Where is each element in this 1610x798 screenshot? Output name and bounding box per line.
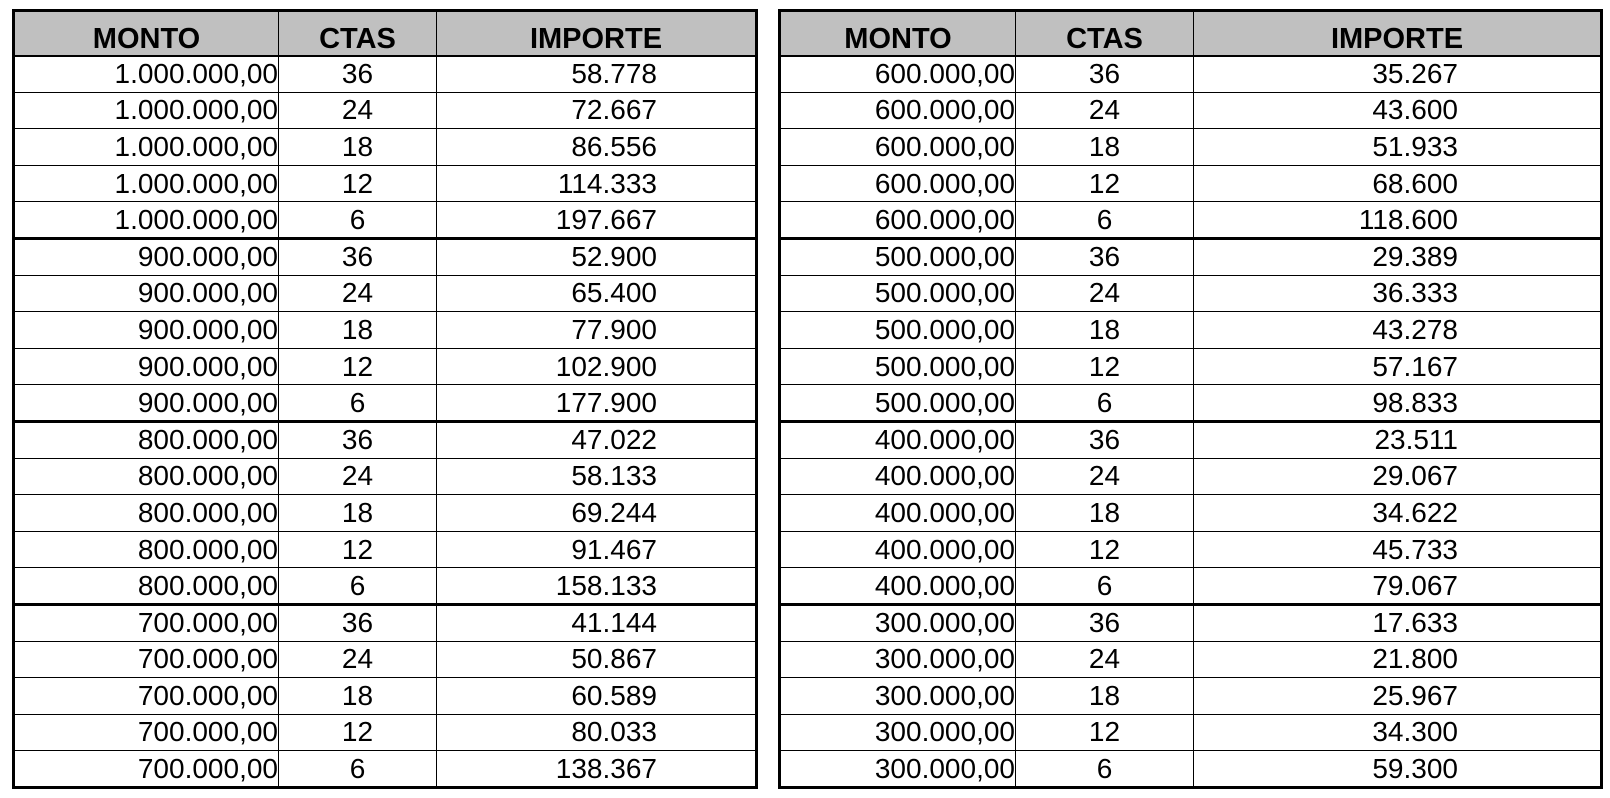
table-row: [14, 92, 757, 129]
ctas-cell: 24: [279, 92, 437, 129]
monto-cell: 1.000.000,00: [14, 165, 279, 202]
table-header-row: [780, 11, 1602, 56]
ctas-cell: 12: [1016, 165, 1194, 202]
importe-cell: 57.167: [1194, 348, 1602, 385]
table-row: [780, 714, 1602, 751]
ctas-cell: 24: [1016, 275, 1194, 312]
importe-cell: 102.900: [437, 348, 757, 385]
monto-cell: 400.000,00: [780, 531, 1016, 568]
importe-cell: 43.600: [1194, 92, 1602, 129]
importe-cell: 17.633: [1194, 604, 1602, 641]
monto-cell: 300.000,00: [780, 604, 1016, 641]
importe-cell: 45.733: [1194, 531, 1602, 568]
monto-cell: 800.000,00: [14, 421, 279, 458]
importe-cell: 43.278: [1194, 312, 1602, 349]
ctas-cell: 36: [279, 604, 437, 641]
table-row: [780, 568, 1602, 605]
ctas-cell: 24: [279, 275, 437, 312]
table-row: [780, 641, 1602, 678]
importe-cell: 41.144: [437, 604, 757, 641]
monto-cell: 700.000,00: [14, 714, 279, 751]
table-row: [14, 604, 757, 641]
importe-cell: 23.511: [1194, 421, 1602, 458]
ctas-column-header: CTAS: [1016, 11, 1194, 56]
monto-cell: 800.000,00: [14, 568, 279, 605]
importe-cell: 52.900: [437, 238, 757, 275]
ctas-cell: 24: [279, 458, 437, 495]
importe-cell: 50.867: [437, 641, 757, 678]
importe-cell: 68.600: [1194, 165, 1602, 202]
ctas-cell: 12: [1016, 348, 1194, 385]
ctas-cell: 6: [1016, 202, 1194, 239]
ctas-cell: 6: [1016, 568, 1194, 605]
importe-cell: 69.244: [437, 495, 757, 532]
ctas-cell: 24: [1016, 458, 1194, 495]
importe-cell: 72.667: [437, 92, 757, 129]
table-row: [14, 275, 757, 312]
importe-cell: 29.389: [1194, 238, 1602, 275]
table-row: [14, 495, 757, 532]
ctas-cell: 6: [1016, 385, 1194, 422]
table-row: [14, 385, 757, 422]
monto-column-header: MONTO: [780, 11, 1016, 56]
table-row: [14, 238, 757, 275]
monto-cell: 900.000,00: [14, 312, 279, 349]
importe-cell: 177.900: [437, 385, 757, 422]
ctas-cell: 6: [1016, 751, 1194, 788]
ctas-cell: 24: [1016, 641, 1194, 678]
table-body-right: [780, 56, 1602, 788]
ctas-cell: 18: [1016, 129, 1194, 166]
table-row: [14, 202, 757, 239]
ctas-cell: 36: [1016, 56, 1194, 93]
ctas-cell: 24: [279, 641, 437, 678]
importe-cell: 35.267: [1194, 56, 1602, 93]
table-row: [14, 348, 757, 385]
monto-cell: 900.000,00: [14, 348, 279, 385]
importe-cell: 114.333: [437, 165, 757, 202]
table-row: [14, 641, 757, 678]
monto-cell: 300.000,00: [780, 641, 1016, 678]
table-row: [780, 165, 1602, 202]
monto-cell: 600.000,00: [780, 165, 1016, 202]
monto-cell: 700.000,00: [14, 678, 279, 715]
table-row: [780, 202, 1602, 239]
importe-cell: 118.600: [1194, 202, 1602, 239]
table-row: [14, 531, 757, 568]
ctas-cell: 12: [279, 165, 437, 202]
ctas-cell: 36: [1016, 604, 1194, 641]
importe-cell: 58.133: [437, 458, 757, 495]
importe-cell: 80.033: [437, 714, 757, 751]
ctas-cell: 18: [279, 312, 437, 349]
monto-cell: 800.000,00: [14, 531, 279, 568]
ctas-cell: 18: [1016, 678, 1194, 715]
ctas-cell: 12: [1016, 531, 1194, 568]
monto-cell: 600.000,00: [780, 202, 1016, 239]
table-row: [780, 604, 1602, 641]
importe-cell: 36.333: [1194, 275, 1602, 312]
table-row: [780, 129, 1602, 166]
monto-cell: 400.000,00: [780, 568, 1016, 605]
table-row: [780, 56, 1602, 93]
monto-cell: 400.000,00: [780, 458, 1016, 495]
importe-cell: 47.022: [437, 421, 757, 458]
ctas-cell: 6: [279, 385, 437, 422]
importe-cell: 86.556: [437, 129, 757, 166]
monto-cell: 300.000,00: [780, 751, 1016, 788]
importe-cell: 51.933: [1194, 129, 1602, 166]
table-row: [780, 275, 1602, 312]
table-row: [780, 312, 1602, 349]
ctas-cell: 36: [279, 421, 437, 458]
table-row: [14, 568, 757, 605]
ctas-cell: 18: [1016, 495, 1194, 532]
importe-cell: 34.300: [1194, 714, 1602, 751]
ctas-cell: 18: [279, 495, 437, 532]
table-row: [14, 458, 757, 495]
importe-cell: 98.833: [1194, 385, 1602, 422]
monto-cell: 1.000.000,00: [14, 92, 279, 129]
table-row: [14, 312, 757, 349]
importe-cell: 138.367: [437, 751, 757, 788]
importe-cell: 25.967: [1194, 678, 1602, 715]
ctas-cell: 18: [1016, 312, 1194, 349]
importe-cell: 60.589: [437, 678, 757, 715]
importe-cell: 34.622: [1194, 495, 1602, 532]
importe-cell: 158.133: [437, 568, 757, 605]
importe-cell: 79.067: [1194, 568, 1602, 605]
ctas-cell: 18: [279, 678, 437, 715]
table-row: [14, 165, 757, 202]
ctas-column-header: CTAS: [279, 11, 437, 56]
ctas-cell: 12: [279, 348, 437, 385]
monto-cell: 800.000,00: [14, 495, 279, 532]
table-header-row: [14, 11, 757, 56]
ctas-cell: 12: [1016, 714, 1194, 751]
table-row: [780, 678, 1602, 715]
monto-cell: 900.000,00: [14, 238, 279, 275]
monto-cell: 400.000,00: [780, 421, 1016, 458]
monto-cell: 400.000,00: [780, 495, 1016, 532]
table-row: [780, 92, 1602, 129]
importe-cell: 21.800: [1194, 641, 1602, 678]
table-row: [780, 495, 1602, 532]
table-row: [14, 129, 757, 166]
table-row: [14, 56, 757, 93]
table-row: [780, 238, 1602, 275]
importe-cell: 59.300: [1194, 751, 1602, 788]
ctas-cell: 6: [279, 751, 437, 788]
importe-cell: 65.400: [437, 275, 757, 312]
importe-column-header: IMPORTE: [1194, 11, 1602, 56]
monto-cell: 900.000,00: [14, 385, 279, 422]
ctas-cell: 36: [279, 238, 437, 275]
table-row: [780, 348, 1602, 385]
table-row: [780, 751, 1602, 788]
loan-table-right: [778, 9, 1603, 789]
ctas-cell: 36: [1016, 421, 1194, 458]
importe-cell: 91.467: [437, 531, 757, 568]
table-row: [780, 531, 1602, 568]
importe-cell: 197.667: [437, 202, 757, 239]
monto-cell: 500.000,00: [780, 348, 1016, 385]
monto-cell: 700.000,00: [14, 751, 279, 788]
monto-cell: 500.000,00: [780, 385, 1016, 422]
table-row: [780, 385, 1602, 422]
ctas-cell: 18: [279, 129, 437, 166]
ctas-cell: 6: [279, 568, 437, 605]
monto-cell: 1.000.000,00: [14, 202, 279, 239]
monto-cell: 500.000,00: [780, 275, 1016, 312]
ctas-cell: 36: [1016, 238, 1194, 275]
ctas-cell: 12: [279, 531, 437, 568]
monto-cell: 600.000,00: [780, 56, 1016, 93]
table-row: [780, 421, 1602, 458]
table-row: [14, 714, 757, 751]
monto-cell: 500.000,00: [780, 238, 1016, 275]
monto-cell: 700.000,00: [14, 604, 279, 641]
monto-cell: 300.000,00: [780, 678, 1016, 715]
table-row: [14, 421, 757, 458]
monto-column-header: MONTO: [14, 11, 279, 56]
importe-cell: 29.067: [1194, 458, 1602, 495]
table-row: [14, 751, 757, 788]
loan-table-left: [12, 9, 758, 789]
table-row: [14, 678, 757, 715]
importe-cell: 58.778: [437, 56, 757, 93]
monto-cell: 500.000,00: [780, 312, 1016, 349]
ctas-cell: 36: [279, 56, 437, 93]
table-body-left: [14, 56, 757, 788]
monto-cell: 1.000.000,00: [14, 56, 279, 93]
monto-cell: 700.000,00: [14, 641, 279, 678]
monto-cell: 600.000,00: [780, 129, 1016, 166]
ctas-cell: 12: [279, 714, 437, 751]
monto-cell: 1.000.000,00: [14, 129, 279, 166]
monto-cell: 300.000,00: [780, 714, 1016, 751]
monto-cell: 600.000,00: [780, 92, 1016, 129]
monto-cell: 800.000,00: [14, 458, 279, 495]
ctas-cell: 6: [279, 202, 437, 239]
importe-cell: 77.900: [437, 312, 757, 349]
importe-column-header: IMPORTE: [437, 11, 757, 56]
monto-cell: 900.000,00: [14, 275, 279, 312]
ctas-cell: 24: [1016, 92, 1194, 129]
table-row: [780, 458, 1602, 495]
